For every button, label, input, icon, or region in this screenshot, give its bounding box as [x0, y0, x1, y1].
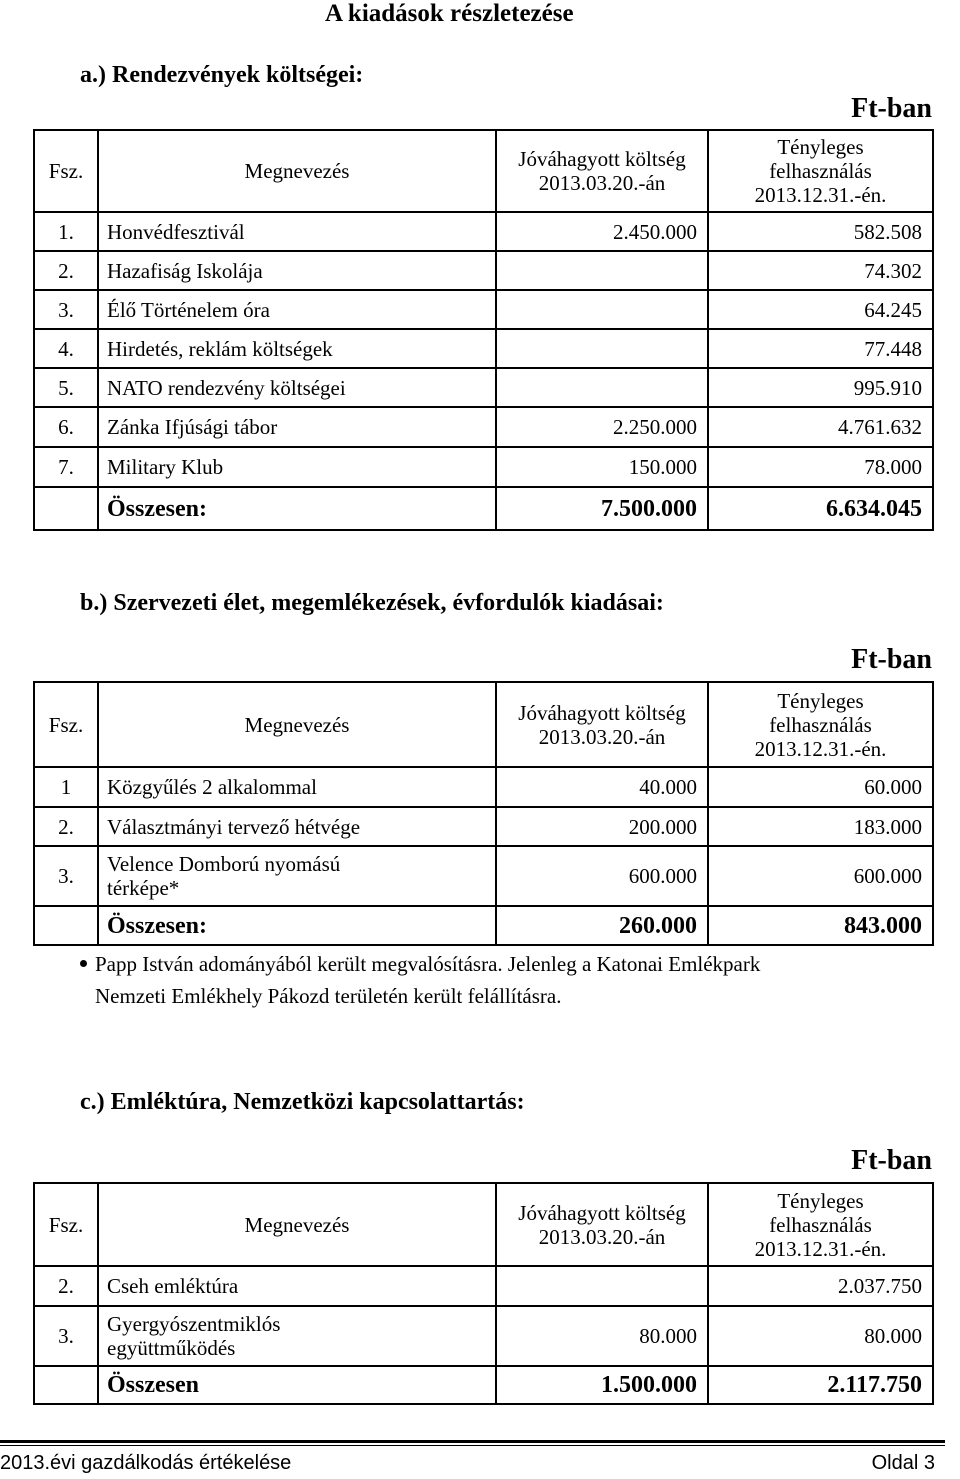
table-section-b: [33, 681, 934, 946]
table-row: 4. Hirdetés, reklám költségek 77.448: [34, 329, 933, 368]
table-row: 6. Zánka Ifjúsági tábor 2.250.000 4.761.632: [34, 407, 933, 447]
table-row: 2. Cseh emléktúra 2.037.750: [34, 1266, 933, 1306]
col-name: Megnevezés: [98, 1183, 496, 1266]
footer-doc-title: 2013.évi gazdálkodás értékelése: [0, 1452, 292, 1474]
col-actual: Tényleges felhasználás 2013.12.31.-én.: [708, 130, 933, 212]
col-approved: Jóváhagyott költség 2013.03.20.-án: [496, 1183, 708, 1266]
table-row: 1 Közgyűlés 2 alkalommal 40.000 60.000: [34, 767, 933, 807]
footer-page-number: Oldal 3: [871, 1452, 935, 1474]
section-b-heading: b.) Szervezeti élet, megemlékezések, évfordulók kiadásai:: [80, 590, 664, 616]
col-actual: Tényleges felhasználás 2013.12.31.-én.: [708, 682, 933, 767]
table-section-c: [33, 1182, 934, 1405]
footer-divider: [0, 1440, 945, 1443]
total-row: Összesen 1.500.000 2.117.750: [34, 1366, 933, 1404]
table-row: 2. Választmányi tervező hétvége 200.000 183.000: [34, 807, 933, 846]
col-name: Megnevezés: [98, 130, 496, 212]
section-c-heading: c.) Emléktúra, Nemzetközi kapcsolattartás:: [80, 1089, 525, 1115]
section-c-unit: Ft-ban: [851, 1145, 932, 1176]
table-section-a: [33, 129, 934, 531]
footer-divider-thin: [0, 1445, 945, 1446]
table-row: 3. Velence Domború nyomású térképe* 600.000 600.000: [34, 846, 933, 906]
col-name: Megnevezés: [98, 682, 496, 767]
col-actual: Tényleges felhasználás 2013.12.31.-én.: [708, 1183, 933, 1266]
col-fsz: Fsz.: [34, 682, 98, 767]
section-b-unit: Ft-ban: [851, 644, 932, 675]
total-row: Összesen: 7.500.000 6.634.045: [34, 487, 933, 530]
page-title: A kiadások részletezése: [325, 0, 574, 27]
table-row: 2. Hazafiság Iskolája 74.302: [34, 251, 933, 290]
col-fsz: Fsz.: [34, 1183, 98, 1266]
table-row: 1. Honvédfesztivál 2.450.000 582.508: [34, 212, 933, 251]
table-row: 5. NATO rendezvény költségei 995.910: [34, 368, 933, 407]
col-approved: Jóváhagyott költség 2013.03.20.-án: [496, 130, 708, 212]
footnote: Papp István adományából került megvalósításra. Jelenleg a Katonai Emlékpark Nemzeti Emlékhely Pákozd területén került felállításra.: [95, 948, 925, 1012]
table-row: 3. Gyergyószentmiklós együttműködés 80.000 80.000: [34, 1306, 933, 1366]
total-row: Összesen: 260.000 843.000: [34, 906, 933, 945]
table-row: 3. Élő Történelem óra 64.245: [34, 290, 933, 329]
col-approved: Jóváhagyott költség 2013.03.20.-án: [496, 682, 708, 767]
page-footer: [0, 1451, 935, 1475]
section-a-unit: Ft-ban: [851, 93, 932, 124]
col-fsz: Fsz.: [34, 130, 98, 212]
bullet-icon: [80, 960, 87, 967]
section-a-heading: a.) Rendezvények költségei:: [80, 62, 364, 88]
table-row: 7. Military Klub 150.000 78.000: [34, 447, 933, 487]
